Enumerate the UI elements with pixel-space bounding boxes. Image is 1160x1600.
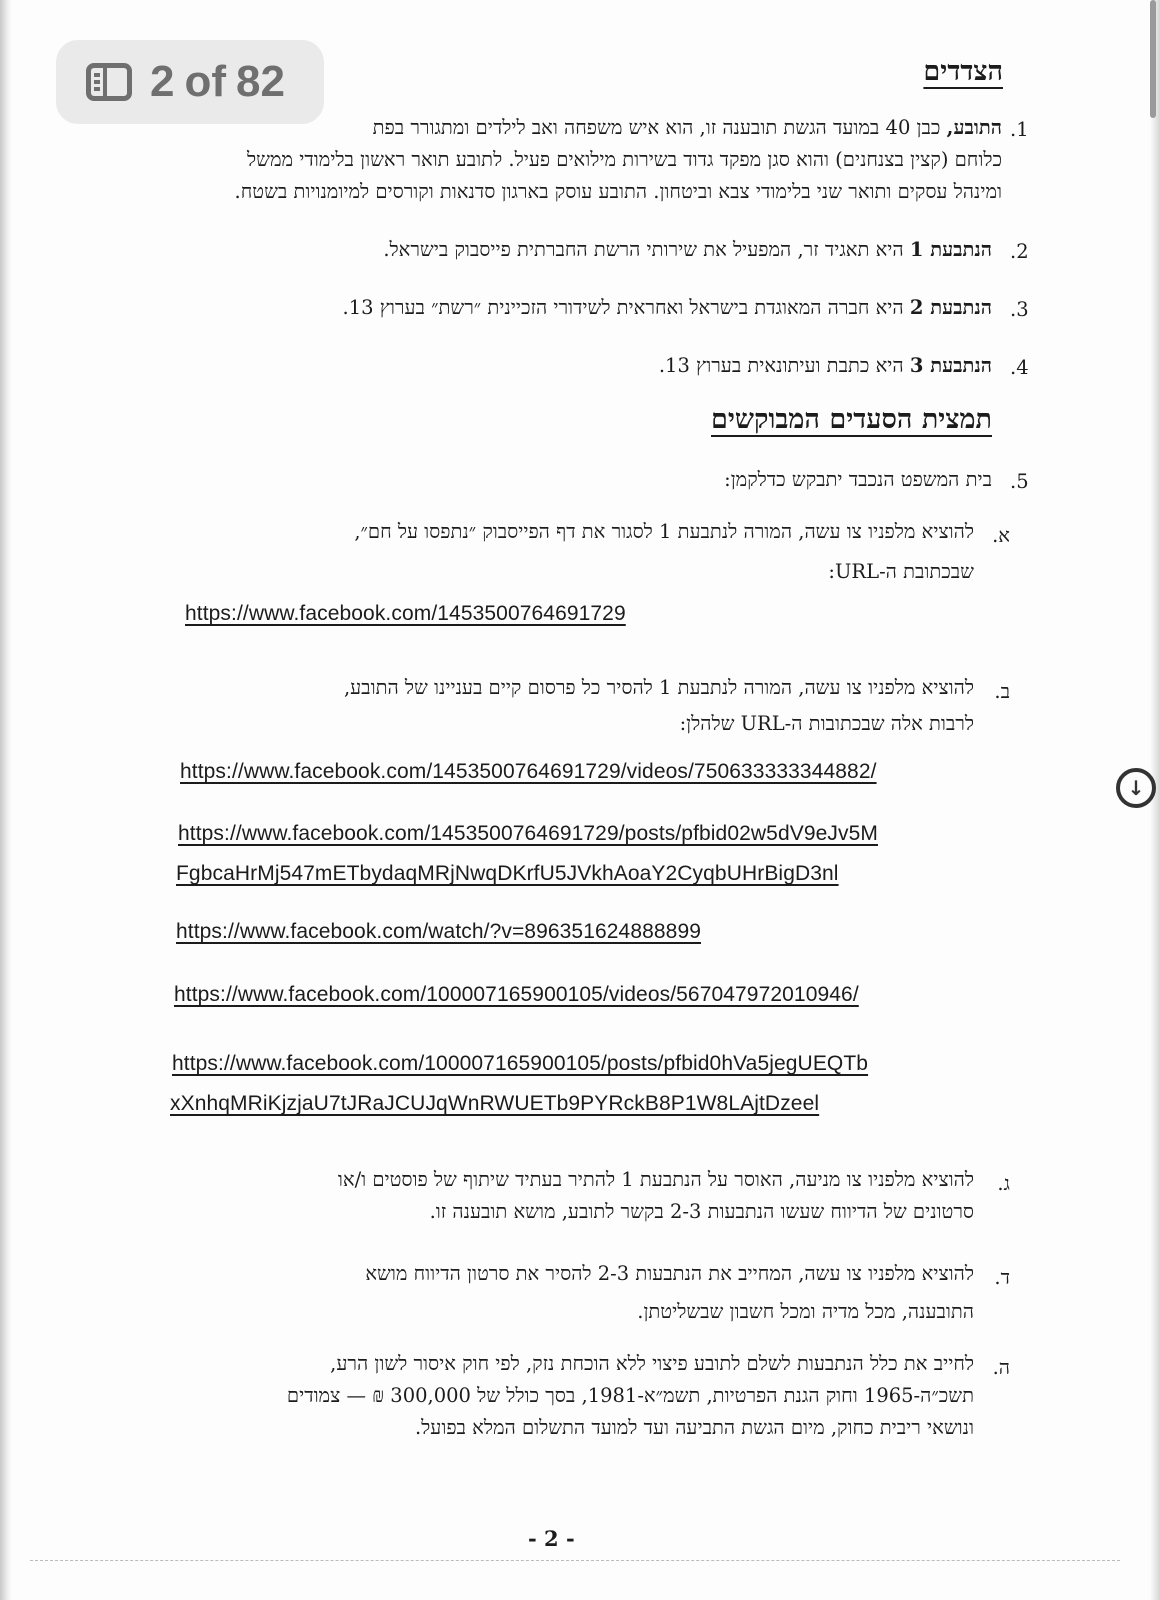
remedy-e-letter: ה. <box>992 1356 1010 1379</box>
remedy-c-text: להוציא מלפניו צו מניעה, האוסר על הנתבעת 1 להתיר בעתיד שיתוף של פוסטים ו/או סרטונים של הדיווח שעשו הנתבעות 2-3 בקשר לתובע, מושא תובענה זו. <box>337 1168 974 1223</box>
item-2-number: .2 <box>1010 240 1029 263</box>
scroll-down-icon[interactable]: ↓ <box>1116 768 1156 808</box>
item-3-number: .3 <box>1010 298 1029 321</box>
page-number: - 2 - <box>528 1526 575 1551</box>
scrollbar-thumb[interactable] <box>1150 0 1156 118</box>
remedy-b-letter: ב. <box>994 680 1010 703</box>
remedy-a-text: להוציא מלפניו צו עשה, המורה לנתבעת 1 לסגור את דף הפייסבוק ״נתפסו על חם״, שבכתובת ה-URL: <box>354 520 974 583</box>
remedy-a-letter: א. <box>992 524 1010 547</box>
item-1-number: .1 <box>1010 118 1029 141</box>
item-2-text: הנתבעת 1 היא תאגיד זר, המפעיל את שירותי הרשת החברתית פייסבוק בישראל. <box>383 238 992 261</box>
page-counter: 2 of 82 <box>150 57 285 106</box>
remedy-c-letter: ג. <box>997 1172 1010 1195</box>
remedy-e-text: לחייב את כלל הנתבעות לשלם לתובע פיצוי ללא הוכחת נזק, לפי חוק איסור לשון הרע, תשכ״ה-1965 וחוק הגנת הפרטיות, תשמ״א-1981, בסך כולל של 300,000 ₪ — צמודים ונושאי ריבית כחוק, מיום הגשת התביעה ועד למועד התשלום המלא בפועל. <box>286 1352 974 1439</box>
heading-remedies: תמצית הסעדים המבוקשים <box>711 404 992 435</box>
remedy-b-link-2[interactable]: https://www.facebook.com/1453500764691729/posts/pfbid02w5dV9eJv5M <box>178 822 878 845</box>
remedy-d-letter: ד. <box>994 1266 1010 1289</box>
item-5-number: .5 <box>1010 470 1029 493</box>
heading-parties: הצדדים <box>923 56 1003 87</box>
remedy-b-link-2-cont[interactable]: FgbcaHrMj547mETbydaqMRjNwqDKrfU5JVkhAoaY2CyqbUHrBigD3nl <box>176 862 839 885</box>
item-5-text: בית המשפט הנכבד יתבקש כדלקמן: <box>724 468 992 491</box>
item-1-text: התובע, כבן 40 במועד הגשת תובענה זו, הוא איש משפחה ואב לילדים ומתגורר בפת כלוחם (קצין בצנחנים) והוא סגן מפקד גדוד בשירות מילואים פעיל. לתובע תואר ראשון בלימודי ממשל ומינהל עסקים ותואר שני בלימודי צבא וביטחון. התובע עוסק בארגון סדנאות וקורסים למיומנויות בשטח. <box>234 116 1002 203</box>
remedy-d-text: להוציא מלפניו צו עשה, המחייב את הנתבעות 2-3 להסיר את סרטון הדיווח מושא התובענה, מכל מדיה ומכל חשבון שבשליטתן. <box>365 1262 974 1323</box>
item-1-bold: התובע, <box>946 116 1002 139</box>
page-left-edge <box>0 0 12 1600</box>
remedy-b-link-5-cont[interactable]: xXnhqMRiKjzjaU7tJRaJCUJqWnRWUETb9PYRckB8P1W8LAjtDzeel <box>170 1092 820 1115</box>
item-4-text: הנתבעת 3 היא כתבת ועיתונאית בערוץ 13. <box>658 354 992 377</box>
remedy-a-link-1[interactable]: https://www.facebook.com/1453500764691729 <box>185 602 626 625</box>
remedy-b-link-5[interactable]: https://www.facebook.com/100007165900105/posts/pfbid0hVa5jegUEQTb <box>172 1052 869 1075</box>
page-bottom-divider <box>30 1560 1120 1561</box>
sidebar-toggle-icon[interactable] <box>86 63 132 101</box>
remedy-b-link-3[interactable]: https://www.facebook.com/watch/?v=896351624888899 <box>176 920 701 943</box>
item-4-number: .4 <box>1010 356 1029 379</box>
remedy-b-text: להוציא מלפניו צו עשה, המורה לנתבעת 1 להסיר כל פרסום קיים בעניינו של התובע, לרבות אלה שבכתובות ה-URL שלהלן: <box>343 676 974 735</box>
remedy-b-link-1[interactable]: https://www.facebook.com/1453500764691729/videos/750633333344882/ <box>180 760 877 783</box>
item-3-text: הנתבעת 2 היא חברה המאוגדת בישראל ואחראית לשידורי הזכיינית ״רשת״ בערוץ 13. <box>342 296 992 319</box>
page-indicator[interactable] <box>56 40 324 124</box>
remedy-b-link-4[interactable]: https://www.facebook.com/100007165900105/videos/567047972010946/ <box>174 983 859 1006</box>
